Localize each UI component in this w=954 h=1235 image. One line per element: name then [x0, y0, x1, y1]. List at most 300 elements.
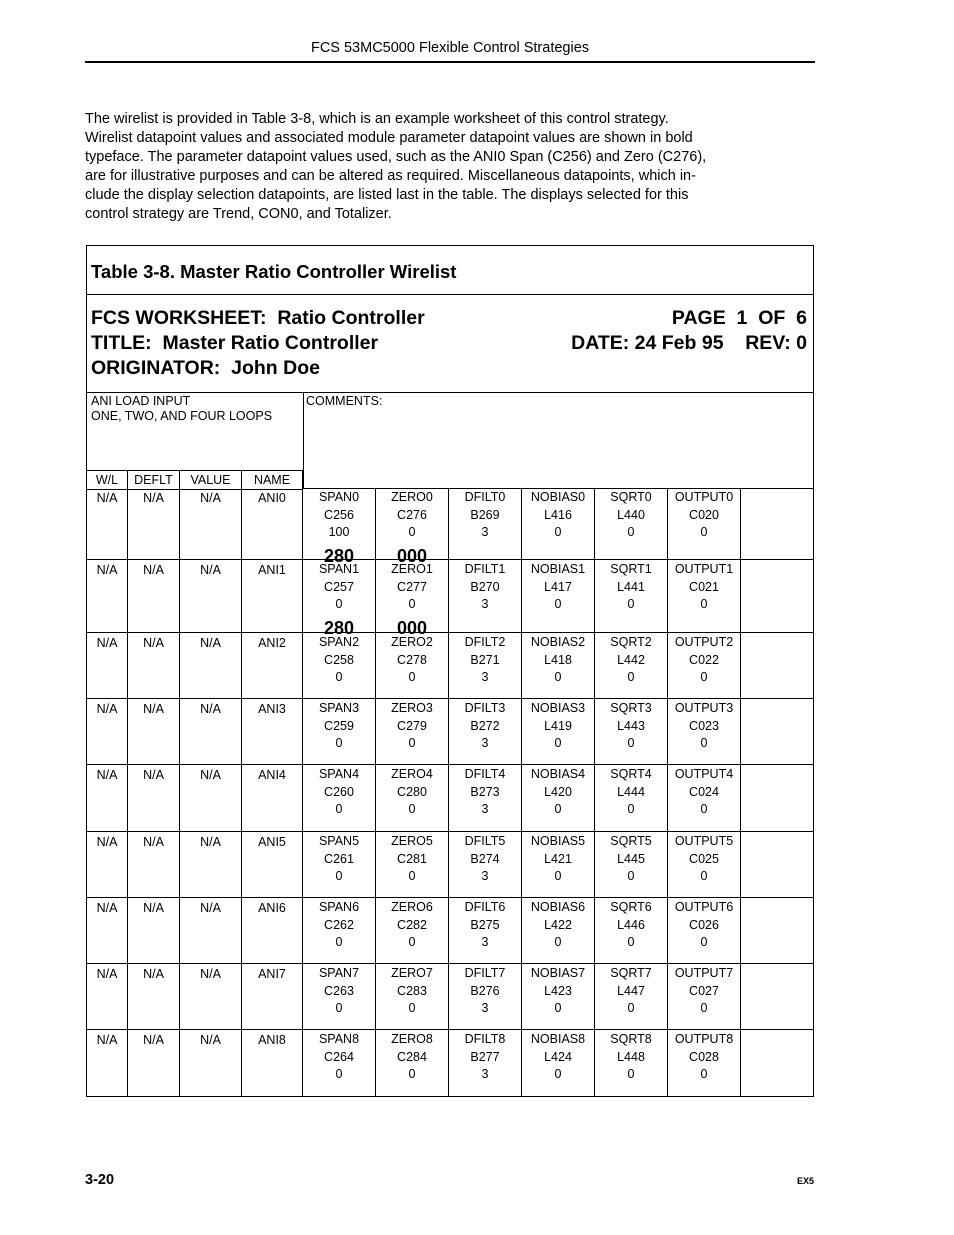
- name-cell-text: ANI2: [258, 636, 286, 650]
- parameter-value: 3: [481, 1001, 489, 1015]
- parameter-cell: [522, 488, 595, 559]
- parameter-name: NOBIAS8: [530, 1032, 586, 1046]
- wl-cell: [87, 633, 128, 698]
- column-header-row: [87, 470, 303, 490]
- value-cell-text: N/A: [200, 768, 221, 782]
- name-cell-text: ANI0: [258, 491, 286, 505]
- parameter-code: B270: [470, 579, 500, 594]
- parameter-code: C283: [397, 983, 427, 998]
- parameter-value: 0: [627, 802, 635, 816]
- parameter-value: 0: [627, 1067, 635, 1081]
- column-header-deflt: DEFLT: [128, 471, 180, 489]
- parameter-name: NOBIAS6: [530, 900, 586, 914]
- blank-cell: [741, 765, 813, 831]
- parameter-code: L420: [544, 784, 572, 799]
- table-row: [87, 964, 813, 1030]
- parameter-name: SPAN5: [318, 834, 360, 848]
- parameter-name: SPAN8: [318, 1032, 360, 1046]
- parameter-cell: [668, 765, 741, 831]
- parameter-value: 0: [554, 670, 562, 684]
- parameter-value: 0: [627, 869, 635, 883]
- load-input-line: ANI LOAD INPUT: [91, 394, 191, 408]
- parameter-cell: [376, 832, 449, 897]
- running-header: FCS 53MC5000 Flexible Control Strategies: [310, 40, 590, 56]
- parameter-code: C257: [324, 579, 354, 594]
- value-cell: [180, 633, 242, 698]
- deflt-cell-text: N/A: [143, 1033, 164, 1047]
- value-cell: [180, 699, 242, 764]
- parameter-cell: [668, 488, 741, 559]
- name-cell: [242, 765, 303, 831]
- parameter-cell: [303, 765, 376, 831]
- parameter-cell: [449, 832, 522, 897]
- wl-cell-text: N/A: [96, 491, 118, 505]
- parameter-value: 0: [627, 525, 635, 539]
- parameter-cell: [303, 832, 376, 897]
- parameter-value: 3: [481, 935, 489, 949]
- parameter-bold-value: 280: [324, 617, 355, 638]
- parameter-value: 3: [481, 869, 489, 883]
- parameter-value: 0: [408, 1001, 416, 1015]
- parameter-name: DFILT0: [464, 490, 506, 504]
- parameter-cell: [668, 699, 741, 764]
- wl-cell: [87, 832, 128, 897]
- parameter-cell: [303, 488, 376, 566]
- parameter-value: 0: [554, 869, 562, 883]
- parameter-name: ZERO2: [391, 635, 433, 649]
- parameter-bold-value: 280: [324, 545, 355, 566]
- parameter-name: SPAN0: [318, 490, 360, 504]
- table-row: [87, 633, 813, 699]
- load-input-line: ONE, TWO, AND FOUR LOOPS: [91, 409, 273, 423]
- parameter-code: L448: [617, 1049, 645, 1064]
- parameter-value: 3: [481, 1067, 489, 1081]
- intro-line: Wirelist datapoint values and associated module parameter datapoint values are shown in bold: [85, 130, 693, 146]
- deflt-cell: [128, 633, 180, 698]
- parameter-name: SPAN2: [318, 635, 360, 649]
- parameter-code: C024: [689, 784, 719, 799]
- parameter-cell: [303, 1030, 376, 1096]
- parameter-name: NOBIAS5: [530, 834, 586, 848]
- intro-paragraph: [85, 110, 815, 224]
- parameter-cell: [522, 964, 595, 1029]
- parameter-name: ZERO4: [391, 767, 433, 781]
- parameter-code: L423: [544, 983, 572, 998]
- parameter-code: C276: [397, 507, 427, 522]
- wl-cell: [87, 898, 128, 963]
- parameter-code: C264: [324, 1049, 354, 1064]
- wl-cell: [87, 964, 128, 1029]
- name-cell-text: ANI5: [258, 835, 286, 849]
- parameter-cell: [449, 699, 522, 764]
- name-cell: [242, 964, 303, 1029]
- parameter-cell: [595, 560, 668, 632]
- blank-cell: [741, 633, 813, 698]
- parameter-name: SQRT7: [610, 966, 652, 980]
- parameter-cell: [449, 1030, 522, 1096]
- table-row: [87, 1030, 813, 1096]
- name-cell-text: ANI8: [258, 1033, 286, 1047]
- value-cell-text: N/A: [200, 835, 221, 849]
- parameter-value: 0: [408, 869, 416, 883]
- parameter-value: 0: [408, 1067, 416, 1081]
- parameter-value: 0: [700, 935, 708, 949]
- parameter-value: 0: [408, 935, 416, 949]
- blank-cell: [741, 699, 813, 764]
- parameter-name: OUTPUT6: [674, 900, 734, 914]
- parameter-code: C023: [689, 718, 719, 733]
- wirelist-worksheet: [86, 245, 814, 1097]
- name-cell: [242, 699, 303, 764]
- parameter-code: C281: [397, 851, 427, 866]
- value-cell: [180, 765, 242, 831]
- parameter-value: 0: [335, 869, 343, 883]
- value-cell-text: N/A: [200, 636, 221, 650]
- parameter-name: NOBIAS4: [530, 767, 586, 781]
- parameter-code: L441: [617, 579, 645, 594]
- parameter-cell: [303, 699, 376, 764]
- worksheet-header: [87, 294, 813, 393]
- parameter-cell: [595, 832, 668, 897]
- parameter-name: SPAN7: [318, 966, 360, 980]
- deflt-cell-text: N/A: [143, 702, 164, 716]
- parameter-name: OUTPUT3: [674, 701, 734, 715]
- blank-cell: [741, 898, 813, 963]
- parameter-code: L446: [617, 917, 645, 932]
- parameter-code: C021: [689, 579, 719, 594]
- deflt-cell-text: N/A: [143, 491, 164, 505]
- blank-cell: [741, 964, 813, 1029]
- parameter-name: ZERO1: [391, 562, 433, 576]
- parameter-cell: [595, 1030, 668, 1096]
- wl-cell-text: N/A: [96, 901, 118, 915]
- blank-cell: [741, 832, 813, 897]
- value-cell-text: N/A: [200, 901, 221, 915]
- deflt-cell-text: N/A: [143, 563, 164, 577]
- parameter-cell: [376, 488, 449, 566]
- parameter-value: 3: [481, 597, 489, 611]
- parameter-name: ZERO0: [391, 490, 433, 504]
- parameter-value: 0: [335, 1001, 343, 1015]
- value-cell: [180, 560, 242, 632]
- parameter-value: 0: [554, 935, 562, 949]
- deflt-cell-text: N/A: [143, 835, 164, 849]
- parameter-name: SQRT5: [610, 834, 652, 848]
- column-header-wl: W/L: [87, 471, 128, 489]
- parameter-code: C261: [324, 851, 354, 866]
- parameter-cell: [376, 699, 449, 764]
- load-input-label: [91, 394, 272, 424]
- parameter-cell: [668, 832, 741, 897]
- parameter-value: 0: [335, 736, 343, 750]
- parameter-name: OUTPUT0: [674, 490, 734, 504]
- parameter-code: L418: [544, 652, 572, 667]
- parameter-code: C259: [324, 718, 354, 733]
- parameter-cell: [668, 1030, 741, 1096]
- wl-cell: [87, 488, 128, 559]
- parameter-cell: [522, 699, 595, 764]
- deflt-cell: [128, 765, 180, 831]
- table-row: [87, 699, 813, 765]
- column-header-name: NAME: [242, 471, 303, 489]
- parameter-value: 0: [627, 935, 635, 949]
- name-cell-text: ANI1: [258, 563, 286, 577]
- parameter-name: SQRT2: [610, 635, 652, 649]
- parameter-value: 0: [700, 525, 708, 539]
- parameter-code: L440: [617, 507, 645, 522]
- parameter-code: C277: [397, 579, 427, 594]
- parameter-cell: [668, 633, 741, 698]
- parameter-cell: [522, 1030, 595, 1096]
- parameter-value: 0: [554, 802, 562, 816]
- table-row: [87, 898, 813, 964]
- deflt-cell: [128, 832, 180, 897]
- parameter-cell: [522, 898, 595, 963]
- table-row: [87, 832, 813, 898]
- parameter-value: 0: [700, 802, 708, 816]
- parameter-value: 0: [554, 736, 562, 750]
- parameter-cell: [522, 765, 595, 831]
- parameter-value: 0: [554, 597, 562, 611]
- parameter-code: L419: [544, 718, 572, 733]
- wl-cell: [87, 1030, 128, 1096]
- parameter-name: SQRT3: [610, 701, 652, 715]
- page-number-footer: 3-20: [85, 1172, 115, 1188]
- parameter-cell: [449, 964, 522, 1029]
- parameter-code: L445: [617, 851, 645, 866]
- parameter-cell: [303, 964, 376, 1029]
- parameter-value: 0: [700, 670, 708, 684]
- deflt-cell: [128, 898, 180, 963]
- parameter-name: SQRT4: [610, 767, 652, 781]
- wl-cell: [87, 765, 128, 831]
- value-cell-text: N/A: [200, 563, 221, 577]
- parameter-name: DFILT7: [464, 966, 506, 980]
- parameter-value: 0: [627, 597, 635, 611]
- value-cell: [180, 898, 242, 963]
- parameter-cell: [668, 898, 741, 963]
- parameter-code: C027: [689, 983, 719, 998]
- parameter-value: 3: [481, 736, 489, 750]
- parameter-code: C025: [689, 851, 719, 866]
- parameter-name: NOBIAS2: [530, 635, 586, 649]
- wl-cell-text: N/A: [96, 702, 118, 716]
- worksheet-title: TITLE: Master Ratio Controller: [91, 332, 379, 354]
- parameter-code: L443: [617, 718, 645, 733]
- name-cell: [242, 633, 303, 698]
- parameter-code: C258: [324, 652, 354, 667]
- name-cell: [242, 1030, 303, 1096]
- parameter-value: 0: [408, 597, 416, 611]
- parameter-cell: [303, 898, 376, 963]
- intro-line: are for illustrative purposes and can be altered as required. Miscellaneous datapoints, which in-: [85, 168, 696, 184]
- parameter-value: 0: [408, 802, 416, 816]
- parameter-value: 0: [335, 1067, 343, 1081]
- parameter-cell: [595, 765, 668, 831]
- parameter-cell: [376, 898, 449, 963]
- parameter-name: OUTPUT7: [674, 966, 734, 980]
- parameter-code: L416: [544, 507, 572, 522]
- parameter-name: ZERO3: [391, 701, 433, 715]
- parameter-value: 0: [554, 1001, 562, 1015]
- wl-cell-text: N/A: [96, 563, 118, 577]
- intro-line: clude the display selection datapoints, are listed last in the table. The displays selected for this: [85, 187, 689, 203]
- parameter-cell: [668, 560, 741, 632]
- parameter-code: C028: [689, 1049, 719, 1064]
- parameter-value: 3: [481, 670, 489, 684]
- parameter-name: DFILT2: [464, 635, 506, 649]
- table-row: [87, 765, 813, 832]
- column-header-value: VALUE: [180, 471, 242, 489]
- deflt-cell-text: N/A: [143, 901, 164, 915]
- parameter-code: L447: [617, 983, 645, 998]
- deflt-cell-text: N/A: [143, 768, 164, 782]
- name-cell-text: ANI7: [258, 967, 286, 981]
- parameter-name: SPAN3: [318, 701, 360, 715]
- parameter-bold-value: 000: [397, 617, 428, 638]
- table-row: [87, 560, 813, 638]
- parameter-value: 3: [481, 802, 489, 816]
- name-cell: [242, 832, 303, 897]
- parameter-cell: [522, 633, 595, 698]
- parameter-cell: [595, 488, 668, 559]
- parameter-cell: [449, 560, 522, 632]
- parameter-value: 0: [627, 1001, 635, 1015]
- parameter-name: OUTPUT8: [674, 1032, 734, 1046]
- parameter-code: B276: [470, 983, 500, 998]
- parameter-code: B271: [470, 652, 500, 667]
- parameter-cell: [303, 560, 376, 638]
- parameter-code: L421: [544, 851, 572, 866]
- parameter-cell: [595, 898, 668, 963]
- parameter-cell: [376, 964, 449, 1029]
- name-cell-text: ANI6: [258, 901, 286, 915]
- wl-cell-text: N/A: [96, 636, 118, 650]
- parameter-name: SQRT8: [610, 1032, 652, 1046]
- parameter-name: OUTPUT1: [674, 562, 734, 576]
- parameter-code: C026: [689, 917, 719, 932]
- name-cell: [242, 898, 303, 963]
- parameter-cell: [449, 898, 522, 963]
- parameter-value: 0: [335, 597, 343, 611]
- parameter-code: C280: [397, 784, 427, 799]
- comments-label: COMMENTS:: [306, 394, 383, 408]
- parameter-name: OUTPUT2: [674, 635, 734, 649]
- deflt-cell-text: N/A: [143, 636, 164, 650]
- parameter-name: NOBIAS0: [530, 490, 586, 504]
- parameter-code: C020: [689, 507, 719, 522]
- table-row: [87, 488, 813, 566]
- parameter-code: B275: [470, 917, 500, 932]
- parameter-name: DFILT8: [464, 1032, 506, 1046]
- name-cell: [242, 560, 303, 632]
- parameter-value: 0: [335, 935, 343, 949]
- parameter-cell: [376, 560, 449, 638]
- parameter-value: 0: [627, 670, 635, 684]
- parameter-cell: [595, 633, 668, 698]
- parameter-value: 0: [700, 869, 708, 883]
- blank-cell: [741, 560, 813, 632]
- parameter-cell: [522, 832, 595, 897]
- parameter-name: ZERO7: [391, 966, 433, 980]
- parameter-name: ZERO6: [391, 900, 433, 914]
- intro-line: The wirelist is provided in Table 3-8, which is an example worksheet of this control strategy.: [85, 111, 669, 127]
- parameter-value: 0: [408, 670, 416, 684]
- parameter-cell: [449, 633, 522, 698]
- deflt-cell: [128, 560, 180, 632]
- parameter-code: L422: [544, 917, 572, 932]
- wl-cell-text: N/A: [96, 835, 118, 849]
- value-cell-text: N/A: [200, 702, 221, 716]
- parameter-bold-value: 000: [397, 545, 428, 566]
- deflt-cell: [128, 488, 180, 559]
- parameter-name: ZERO8: [391, 1032, 433, 1046]
- parameter-cell: [595, 964, 668, 1029]
- parameter-code: C262: [324, 917, 354, 932]
- parameter-code: C263: [324, 983, 354, 998]
- parameter-code: L444: [617, 784, 645, 799]
- value-cell: [180, 488, 242, 559]
- parameter-value: 0: [408, 736, 416, 750]
- parameter-name: OUTPUT5: [674, 834, 734, 848]
- parameter-value: 0: [627, 736, 635, 750]
- parameter-value: 0: [335, 802, 343, 816]
- table-title-row: [87, 246, 813, 295]
- wl-cell-text: N/A: [96, 967, 118, 981]
- parameter-value: 0: [554, 525, 562, 539]
- parameter-name: DFILT5: [464, 834, 506, 848]
- parameter-name: DFILT4: [464, 767, 506, 781]
- parameter-value: 100: [328, 525, 350, 539]
- parameter-code: B277: [470, 1049, 500, 1064]
- document-code: EX5: [797, 1176, 815, 1186]
- parameter-name: NOBIAS3: [530, 701, 586, 715]
- parameter-name: SQRT6: [610, 900, 652, 914]
- parameter-value: 0: [700, 736, 708, 750]
- parameter-value: 0: [700, 597, 708, 611]
- parameter-value: 0: [700, 1067, 708, 1081]
- value-cell-text: N/A: [200, 1033, 221, 1047]
- parameter-name: SPAN4: [318, 767, 360, 781]
- header-rule: [85, 61, 815, 63]
- value-cell: [180, 832, 242, 897]
- parameter-code: B274: [470, 851, 500, 866]
- parameter-value: 3: [481, 525, 489, 539]
- parameter-code: L424: [544, 1049, 572, 1064]
- parameter-name: SPAN6: [318, 900, 360, 914]
- parameter-code: C279: [397, 718, 427, 733]
- parameter-cell: [449, 488, 522, 559]
- wl-cell-text: N/A: [96, 768, 118, 782]
- deflt-cell: [128, 964, 180, 1029]
- parameter-value: 0: [408, 525, 416, 539]
- page-number: PAGE 1 OF 6: [671, 307, 807, 329]
- parameter-cell: [376, 1030, 449, 1096]
- parameter-name: DFILT3: [464, 701, 506, 715]
- date-revision: DATE: 24 Feb 95 REV: 0: [571, 332, 807, 354]
- parameter-name: NOBIAS7: [530, 966, 586, 980]
- name-cell-text: ANI3: [258, 702, 286, 716]
- parameter-name: SQRT0: [610, 490, 652, 504]
- parameter-cell: [376, 633, 449, 698]
- parameter-cell: [303, 633, 376, 698]
- wl-cell: [87, 699, 128, 764]
- parameter-value: 0: [335, 670, 343, 684]
- parameter-name: DFILT1: [464, 562, 506, 576]
- parameter-code: C282: [397, 917, 427, 932]
- parameter-code: C256: [324, 507, 354, 522]
- wl-cell: [87, 560, 128, 632]
